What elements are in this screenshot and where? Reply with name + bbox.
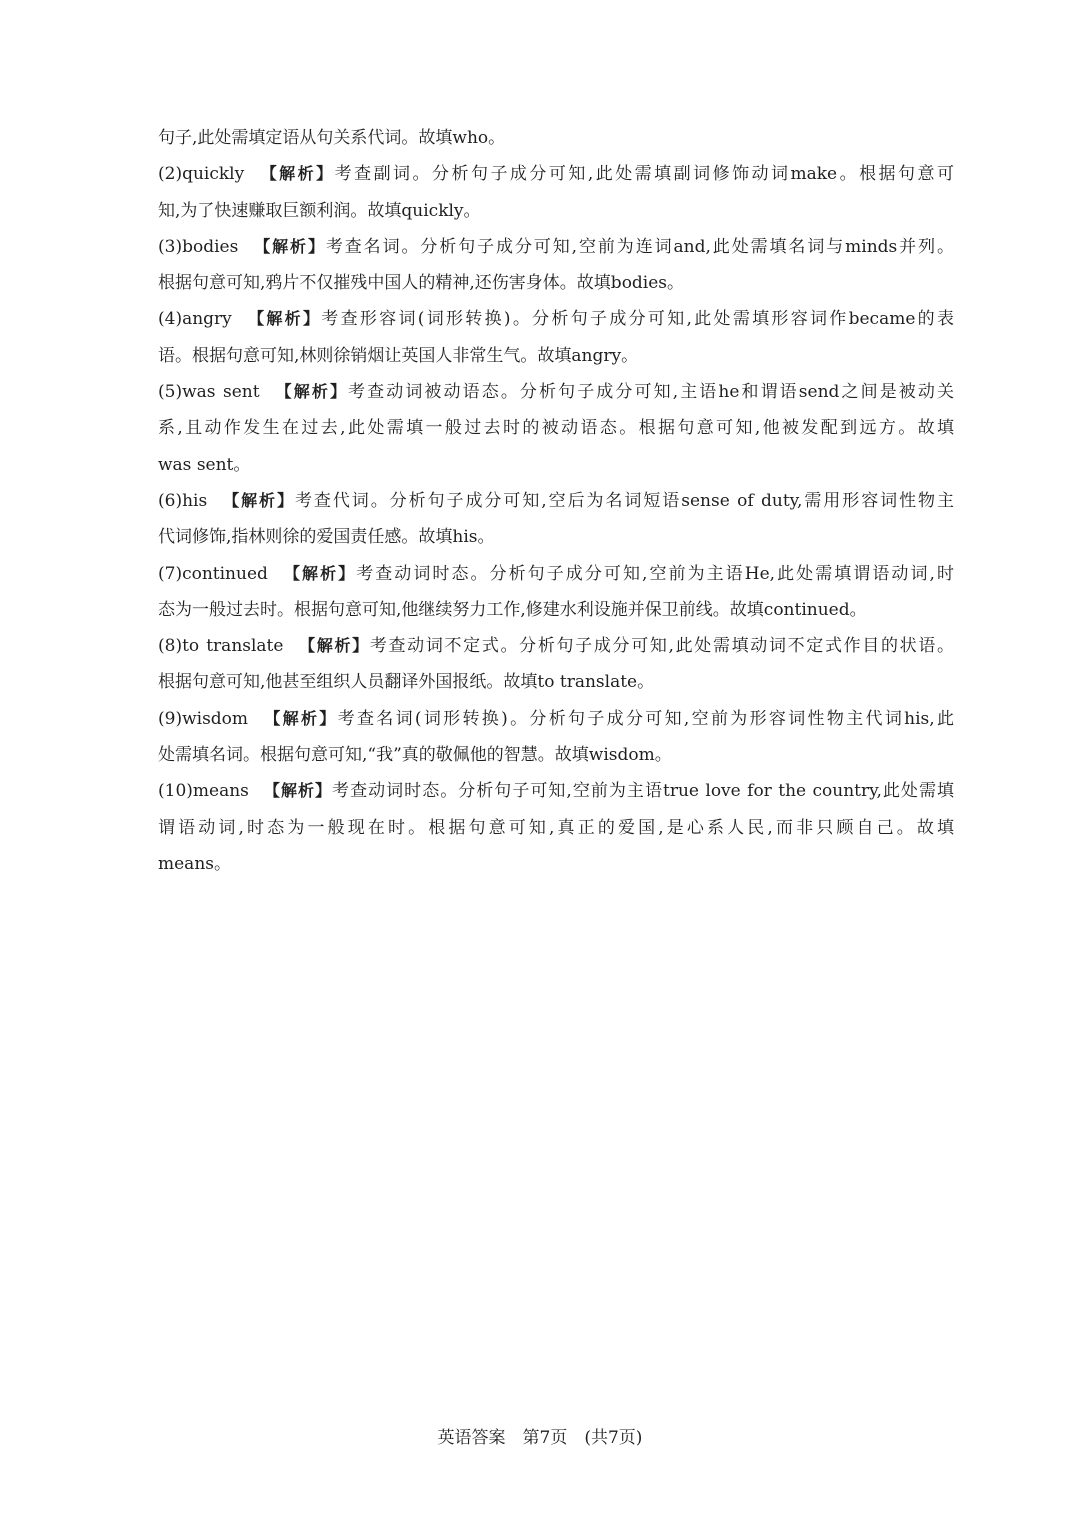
text-line [158, 701, 954, 737]
text-line [158, 193, 954, 229]
line-text: means。 [158, 853, 231, 874]
text-line [158, 846, 954, 882]
text-line [158, 628, 954, 664]
line-text: 知,为了快速赚取巨额利润。故填quickly。 [158, 200, 481, 221]
answer-number: (4)angry [158, 309, 232, 330]
text-line [158, 338, 954, 374]
analysis-tag: 【解析】 [258, 164, 335, 184]
line-text: 态为一般过去时。根据句意可知,他继续努力工作,修建水利设施并保卫前线。故填continued。 [158, 599, 867, 620]
line-text: 句子,此处需填定语从句关系代词。故填who。 [158, 128, 506, 148]
text-line [158, 483, 954, 519]
answer-number: (2)quickly [158, 164, 245, 185]
analysis-tag: 【解析】 [262, 781, 333, 801]
line-text: 处需填名词。根据句意可知,“我”真的敬佩他的智慧。故填wisdom。 [158, 745, 672, 766]
analysis-tag: 【解析】 [281, 563, 357, 583]
line-text: 根据句意可知,鸦片不仅摧残中国人的精神,还伤害身体。故填bodies。 [158, 273, 685, 294]
text-line [158, 556, 954, 592]
answer-number: (8)to translate [158, 636, 284, 657]
analysis-tag: 【解析】 [252, 236, 326, 256]
answer-number: (3)bodies [158, 236, 239, 257]
text-line [158, 229, 954, 265]
answer-number: (10)means [158, 781, 249, 802]
text-line [158, 447, 954, 483]
answer-number: (6)his [158, 490, 208, 511]
line-text: 考查名词(词形转换)。分析句子成分可知,空前为形容词性物主代词his,此 [337, 708, 954, 729]
line-text: 考查动词不定式。分析句子成分可知,此处需填动词不定式作目的状语。 [369, 636, 954, 657]
text-line [158, 737, 954, 773]
line-text: 考查形容词(词形转换)。分析句子成分可知,此处需填形容词作became的表 [321, 309, 954, 330]
line-text: 考查动词时态。分析句子成分可知,空前为主语He,此处需填谓语动词,时 [356, 563, 954, 584]
text-line [158, 410, 954, 446]
text-line [158, 592, 954, 628]
answer-number: (9)wisdom [158, 708, 249, 729]
text-line [158, 156, 954, 192]
line-text: 代词修饰,指林则徐的爱国责任感。故填his。 [158, 527, 495, 548]
line-text: 考查动词被动语态。分析句子成分可知,主语he和谓语send之间是被动关 [348, 382, 954, 403]
answer-number: (7)continued [158, 563, 268, 584]
analysis-tag: 【解析】 [221, 490, 295, 510]
analysis-tag: 【解析】 [273, 382, 349, 402]
line-text: was sent。 [158, 454, 251, 475]
line-text: 语。根据句意可知,林则徐销烟让英国人非常生气。故填angry。 [158, 345, 639, 366]
page-footer: 英语答案 第7页 (共7页) [437, 1428, 643, 1448]
line-text: 根据句意可知,他甚至组织人员翻译外国报纸。故填to translate。 [158, 672, 655, 693]
text-line [158, 301, 954, 337]
line-text: 系,且动作发生在过去,此处需填一般过去时的被动语态。根据句意可知,他被发配到远方。故填 [158, 418, 954, 439]
text-line [158, 519, 954, 555]
line-text: 考查动词时态。分析句子可知,空前为主语true love for the country,此处需填 [332, 781, 954, 802]
analysis-tag: 【解析】 [297, 636, 370, 656]
text-line [158, 374, 954, 410]
analysis-tag: 【解析】 [262, 708, 338, 728]
line-text: 考查名词。分析句子成分可知,空前为连词and,此处需填名词与minds并列。 [325, 236, 954, 257]
answer-text-block [158, 120, 954, 882]
line-text: 谓语动词,时态为一般现在时。根据句意可知,真正的爱国,是心系人民,而非只顾自己。故填 [158, 817, 954, 838]
line-text: 考查代词。分析句子成分可知,空后为名词短语sense of duty,需用形容词性物主 [294, 490, 954, 511]
text-line [158, 120, 954, 156]
text-line [158, 664, 954, 700]
text-line [158, 810, 954, 846]
text-line [158, 773, 954, 809]
text-line [158, 265, 954, 301]
analysis-tag: 【解析】 [245, 309, 322, 329]
line-text: 考查副词。分析句子成分可知,此处需填副词修饰动词make。根据句意可 [334, 164, 954, 185]
answer-number: (5)was sent [158, 382, 260, 403]
